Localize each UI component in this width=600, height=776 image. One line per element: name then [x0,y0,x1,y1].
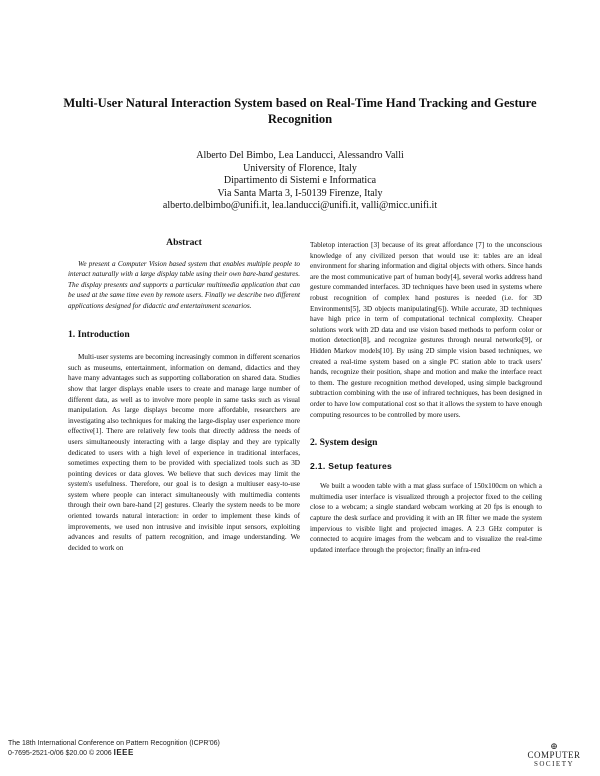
system-design-heading: 2. System design [310,437,378,449]
author-university: University of Florence, Italy [243,162,357,174]
abstract-text: We present a Computer Vision based system that enables multiple people to interact naturally with a large display table using their own bare-hand gestures. The display presents and supports a particular multimedia application that can be used at the same time even by remote users. Finally we describe two different applications designed for didactic and entertainment scenarios. [68,259,300,310]
abstract-section [68,238,300,312]
introduction-heading: 1. Introduction [68,328,130,340]
author-department: Dipartimento di Sistemi e Informatica [223,175,377,187]
footer-conference: The 18th International Conference on Pattern Recognition (ICPR'06) [8,740,220,747]
setup-features-heading: 2.1. Setup features [310,460,393,471]
author-emails: alberto.delbimbo@unifi.it, lea.landucci@unifi.it, valli@micc.unifi.it [162,200,438,212]
setup-features-text: We built a wooden table with a mat glass surface of 150x100cm on which a multimedia user interface is visualized through a projector fixed to the ceiling close to a webcam; a single standard webcam working at 20 fps is enough to capture the desk surface and providing it with an IR filter we made the system impervious to visible light and projected images. A 2.3 GHz computer is connected to acquire images from the webcam and to visualize the real-time updated interface through the projector; finally an infra-red [310,482,542,554]
logo-line-1: COMPUTER [527,750,581,760]
abstract-heading: Abstract [166,237,202,248]
ieee-logo: IEEE [113,748,134,757]
page-footer [8,739,220,758]
author-address: Via Santa Marta 3, I-50139 Firenze, Italy [217,187,383,199]
footer-isbn: 0-7695-2521-0/06 $20.00 © 2006 [8,750,112,757]
left-column [68,238,300,553]
introduction-continuation: Tabletop interaction [3] because of its great affordance [7] to the unconscious knowledge of any civilized person that would use it: tables are an ideal environment for sharing information and digital objects with others. Since hands are the most communicative part of human body[4], several works address hand gesture commanded interfaces. 3D techniques have been used in systems where robust recognition of complex hand postures is needed (i.e. for 3D Environments[5], 3D objects manipulating[6]). While accurate, 3D techniques have high price in term of computational technical complexity. Cheaper solutions work with 2D data and use vision based methods to perform color or motion detection[8], and recognize gestures through neural networks[9], or Hidden Markov models[10]. By using 2D simple vision based techniques, we created a real-time system based on a single PC station able to track users' hands, recognize their position, shape and motion and make the interface react to them. The gesture recognition method developed, using simple background subtraction combining with the use of infrared techniques, has been designed in order to have low computational cost so that it allows the system to have enough computing resources to be controlled by more users. [310,241,542,419]
paper-title: Multi-User Natural Interaction System based on Real-Time Hand Tracking and Gesture Recognition [63,96,537,126]
author-block [90,150,510,213]
right-column [310,240,542,555]
introduction-text: Multi-user systems are becoming increasingly common in different scenarios such as museums, entertainment, information on demand, didactics and they have many advantages such as supporting collaboration on shared data. Studies show that larger displays enable users to create and manage large number of different data, as well as to involve more people in same tasks such as visual manipulation. As large displays become more affordable, researchers are investigating also techniques for making the large-display user experience more effective[1]. There are relatively few tools that directly address the needs of users simultaneously interacting with a large display and they are typically dedicated to users with a high level of experience in traditional interfaces, sometimes expecting them to be provided with specialized tools such as 3D pointing devices or data gloves. We believe that such devices may limit the system's usefulness. Therefore, our goal is to design a multiuser easy-to-use system where people can interact simultaneously with multimedia contents through their own bare-hand [2] gestures. Clearly the system needs to be more oriented towards natural interaction: in order to implement these kinds of improvements, we used non intrusive and invisible input sensors, exploiting advances and results of pattern recognition, and image understanding. We decided to work on [68,353,300,552]
computer-society-logo [526,742,582,768]
logo-line-2: SOCIETY [533,760,575,768]
footer-copyright [8,748,220,758]
author-names: Alberto Del Bimbo, Lea Landucci, Alessandro Valli [196,150,404,161]
computer-society-mark-icon: ⊕ [550,741,558,751]
